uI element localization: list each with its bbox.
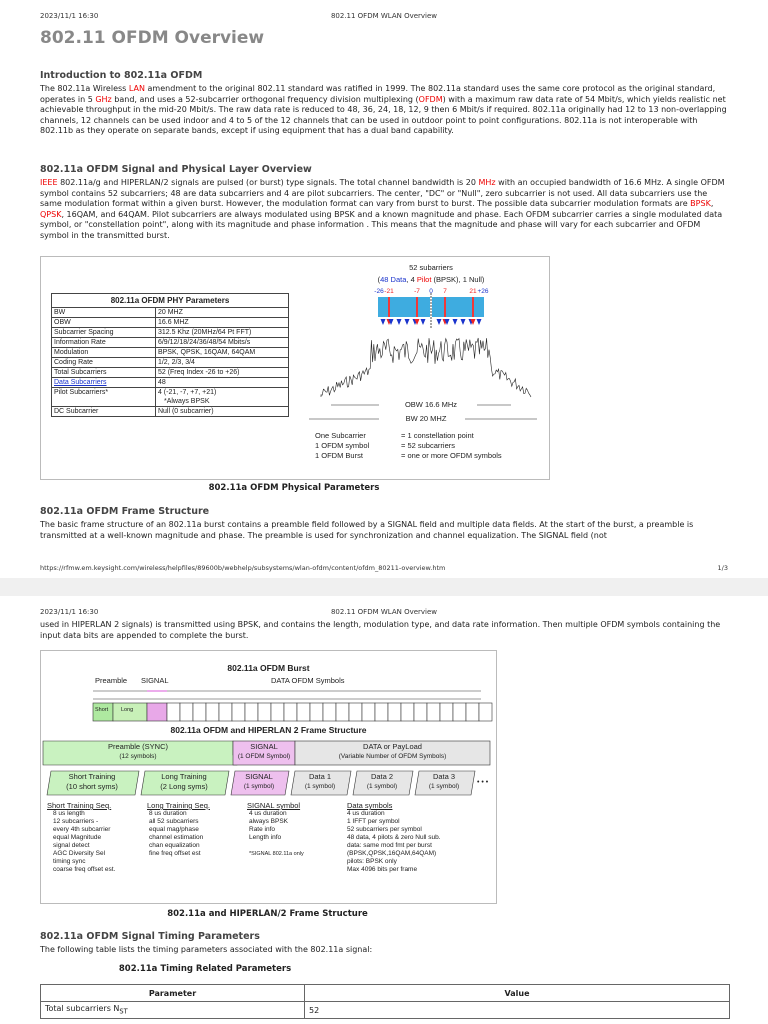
subcarrier-marker [461,319,466,325]
param-note: *Always BPSK [163,398,210,405]
short-training-desc [47,801,147,874]
text: band, and uses a 52-subcarrier orthogonal frequency division multiplexing ( [111,94,419,104]
data-subcarrier [432,297,434,317]
text: (BPSK), 1 Null) [431,275,485,284]
data-subcarrier [382,297,384,317]
print-date: 2023/11/1 16:30 [40,12,99,20]
param-value: 4 (-21, -7, +7, +21) *Always BPSK [155,388,288,407]
param-value: 20 MHZ [155,308,288,318]
subcarrier-marker [421,319,426,325]
bw-label: BW 20 MHZ [405,414,447,423]
data-ofdm-symbol [401,703,414,721]
table-row [52,368,289,378]
data-ofdm-symbol [375,703,388,721]
burst-title: 802.11a OFDM Burst [227,663,310,673]
list-item: signal detect [53,842,90,849]
list-item: data: same mod fmt per burst [347,842,432,849]
short-training [47,772,137,792]
data-subcarrier [398,297,400,317]
text: (Variable Number of OFDM Symbols) [338,753,447,760]
signal-paragraph [40,178,730,241]
data-subcarrier [384,297,386,317]
link-mhz[interactable]: MHz [478,178,496,187]
data-ofdm-symbol [167,703,180,721]
data-subcarrier [420,297,422,317]
page-title: 802.11 OFDM Overview [40,28,265,48]
data-subcarrier [460,297,462,317]
list-item: every 4th subcarrier [53,826,111,833]
legend-item [315,441,545,451]
list-item: pilots: BPSK only [347,858,397,865]
data-subcarrier [458,297,460,317]
timing-section [40,931,730,956]
spectrum-title: 52 subarriers [409,263,453,272]
data-count: 48 Data [380,275,407,284]
list-item: always BPSK [249,818,289,825]
list-item: Rate info [249,826,276,833]
long-training-desc [147,801,247,858]
print-title: 802.11 OFDM WLAN Overview [330,12,438,20]
footer-url: https://rfmw.em.keysight.com/wireless/helpfiles/89600b/webhelp/subsystems/wlan-ofdm/content/ofdm_80211-overview.htm [40,564,446,572]
list-item: equal Magnitude [53,834,102,841]
data-subcarrier [462,297,464,317]
data-subcarrier [386,297,388,317]
subcarrier-marker [477,319,482,325]
data-subcarrier [392,297,394,317]
data-ofdm-symbol [466,703,479,721]
legend-value: = 52 subcarriers [401,441,455,450]
param-name: Modulation [52,348,156,358]
data-subcarrier [410,297,412,317]
data-subcarrier [468,297,470,317]
list-item: 1 IFFT per symbol [347,818,400,825]
signal-label: SIGNAL [141,676,169,685]
text: SIGNAL [245,772,273,781]
d1-list [47,810,147,874]
table-row [52,388,289,407]
table-row [52,378,289,388]
table-row [52,318,289,328]
text: with an occupied bandwidth of 16.6 MHz. A single OFDM symbol contains 52 subcarriers; 48 are data subcarriers and 4 are pilot subcarriers. The center, "DC" or "Null", zero subcarrier is not used. All data subcarriers use the same modulation format within a given burst. However, the modulation format can vary from burst to burst. The possible data subcarrier modulation formats are [40,178,725,208]
data-subcarrier [476,297,478,317]
list-item: equal mag/phase [149,826,199,833]
data-subcarrier [436,297,438,317]
text: Total subcarriers N [45,1004,120,1014]
text: (1 symbol) [366,783,398,790]
frame-paragraph-1: The basic frame structure of an 802.11a burst contains a preamble field followed by a SIGNAL field and multiple data fields. At the start of the burst, a preamble is transmitted at a well-known magnitude and phase. The preamble is used for synchronization and channel equalization. The SIGNAL field (not [40,520,694,540]
pilot-subcarrier [472,297,474,317]
data-ofdm-symbol [453,703,466,721]
page-footer [40,564,728,572]
data-subcarrier [380,297,382,317]
phy-parameters-table [51,293,289,417]
preamble-sync [43,742,233,762]
desc-heading: Long Training Seq. [147,801,210,810]
subcarrier-index: 21 [469,288,477,295]
param-name: BW [52,308,156,318]
legend-value: = one or more OFDM symbols [401,451,502,460]
list-item: all 52 subcarriers [149,818,199,825]
table-row [52,338,289,348]
list-item: AGC Diversity Sel [53,850,106,857]
subcarrier-index: -26 [374,288,384,295]
param-value: Null (0 subcarrier) [155,407,288,417]
text: ( [377,275,381,284]
data-ofdm-symbol [297,703,310,721]
data-subcarrier [456,297,458,317]
preamble-label: Preamble [95,676,128,685]
print-title: 802.11 OFDM WLAN Overview [330,608,438,616]
signal-section [40,164,730,241]
pilot-subcarrier [388,297,390,317]
obw-label: OBW 16.6 MHz [404,400,458,409]
spectrum-trace [321,338,531,397]
data-ofdm-symbol [427,703,440,721]
intro-heading: Introduction to 802.11a OFDM [40,70,203,81]
signal-symbol-desc [247,801,347,858]
list-item: coarse freq offset est. [53,866,116,873]
short-label: Short [95,707,109,713]
link-ofdm[interactable]: OFDM [418,94,443,104]
data-ofdm-symbol [388,703,401,721]
subcarrier-index: 0 [429,288,433,295]
legend-value: = 1 constellation point [401,431,474,440]
text: , 4 [406,275,417,284]
legend-key: One Subcarrier [315,431,366,440]
timing-heading: 802.11a OFDM Signal Timing Parameters [40,931,260,942]
param-value: BPSK, QPSK, 16QAM, 64QAM [155,348,288,358]
param-name: Total Subcarriers [52,368,156,378]
fig2-caption: 802.11a and HIPERLAN/2 Frame Structure [167,909,368,919]
table-row [52,407,289,417]
pilot-subcarrier [444,297,446,317]
symbol-legend [315,431,545,461]
frame-continued [40,620,730,641]
desc-heading: SIGNAL symbol [247,801,301,810]
desc-heading: Short Training Seq. [47,801,112,810]
timing-table-title: 802.11a Timing Related Parameters [118,964,292,974]
text: Preamble (SYNC) [107,742,168,751]
text: (1 OFDM Symbol) [237,753,291,760]
list-item: 4 us duration [249,810,287,817]
data-subcarrier [464,297,466,317]
payload-field [295,742,490,762]
text: Long Training [161,772,207,781]
frame-paragraph-2: used in HIPERLAN 2 signals) is transmitted using BPSK, and contains the length, modulation type, and data rate information. Then multiple OFDM symbols containing the input data bits are appended to complete the burst. [40,620,721,640]
data-subcarrier [446,297,448,317]
data-symbols-desc [347,801,495,874]
text: , 16QAM, and 64QAM. Pilot subcarriers are always modulated using BPSK and a known magnitude and phase. Each OFDM subcarrier carries a single modulated data symbol, or "constellation point", along with its magnitude and phase information . This means that the magnitude and phase will vary for each subcarrier and OFDM symbol in the transmitted burst. [40,209,723,240]
text: (1 symbol) [243,783,275,790]
param-name: OBW [52,318,156,328]
long-label: Long [121,707,134,713]
desc-heading: Data symbols [347,801,393,810]
text: Data 2 [370,772,394,781]
link-ieee[interactable]: IEEE [40,178,58,187]
subcarrier-marker [381,319,386,325]
text: , [710,199,714,208]
list-item: channel estimation [149,834,204,841]
data-subcarrier [400,297,402,317]
data-subcarrier [478,297,480,317]
data-subcarrier [406,297,408,317]
frame-heading: 802.11a OFDM Frame Structure [40,506,210,517]
data-subcarrier [434,297,436,317]
param-value: 6/9/12/18/24/36/48/54 Mbits/s [155,338,288,348]
data-ofdm-symbol [180,703,193,721]
signal-block [147,703,167,721]
phy-table-title: 802.11a OFDM PHY Parameters [52,294,289,308]
list-item: 8 us length [53,810,85,817]
data-subcarrier [466,297,468,317]
text: Short Training [68,772,116,781]
table-row [52,358,289,368]
data-ofdm-symbol [414,703,427,721]
param-value: 312.5 Khz (20MHz/64 Pt FFT) [155,328,288,338]
data-2 [353,772,411,792]
data-ofdm-symbol [310,703,323,721]
param-name: Pilot Subcarriers* [52,388,156,407]
data-subcarrier [396,297,398,317]
d2-list [147,810,247,858]
data-subcarrier [428,297,430,317]
data-subcarrier [404,297,406,317]
param-name: Subcarrier Spacing [52,328,156,338]
text: amendment to the original 802.11 standard was ratified in 1999. The 802.11a standard uses the same core protocol as the original standard, operates in 5 [40,84,716,104]
long-training [141,772,227,792]
list-item: Length info [249,834,282,841]
subcarrier-marker [397,319,402,325]
phy-parameters-figure [40,256,550,480]
text: Data 3 [432,772,456,781]
data-subcarrier [414,297,416,317]
timing-table [40,984,730,1019]
list-item [249,842,347,850]
text: ) with a maximum raw data rate of 54 Mbit/s, which yields realistic net achievable throughput in the mid-20 Mbit/s. The raw data rate is reduced to 48, 36, 24, 18, 12, 9 then 6 Mbit/s if required. 802.11a originally had 12 to 13 non-overlapping channels, 12 channels can be used indoor and 4 to 5 of the 12 channels that can be used in outdoor point to point configurations. 802.11a is not interoperable with 802.11b as they operate on separate bands, except if using equipment that has a dual band capability. [40,94,727,135]
data-subcarrier [408,297,410,317]
list-item: *SIGNAL 802.11a only [249,851,304,857]
param-value: 16.6 MHZ [155,318,288,328]
data-subcarrier [390,297,392,317]
footer-page: 1/3 [717,564,728,572]
data-ofdm-symbol [323,703,336,721]
data-subcarrier [448,297,450,317]
data-subcarrier [426,297,428,317]
text: Data 1 [308,772,332,781]
d3-list [247,810,347,858]
data-ofdm-symbol [362,703,375,721]
list-item: (BPSK,QPSK,16QAM,64QAM) [347,850,437,857]
signal-heading: 802.11a OFDM Signal and Physical Layer Overview [40,164,312,175]
signal-symbol [231,772,287,792]
legend-item [315,451,545,461]
data-symbols-label: DATA OFDM Symbols [271,676,345,685]
more-symbols: • • • [477,779,489,786]
param-name: DC Subcarrier [52,407,156,417]
data-ofdm-symbol [258,703,271,721]
list-item: timing sync [53,858,86,865]
text: ST [119,1007,128,1016]
data-subcarrier [394,297,396,317]
list-item: 8 us duration [149,810,187,817]
text: (2 Long syms) [160,782,208,791]
text: The 802.11a Wireless [40,84,129,93]
data-subcarrier [452,297,454,317]
data-subcarrier [418,297,420,317]
data-ofdm-symbol [479,703,492,721]
data-subcarrier [482,297,484,317]
data-ofdm-symbol [193,703,206,721]
data-subcarrier [454,297,456,317]
page-2 [0,596,768,1024]
table-row [52,328,289,338]
data-ofdm-symbol [284,703,297,721]
frame-section [40,506,730,541]
table-header-row [41,985,730,1002]
link-ghz[interactable]: GHz [95,94,112,104]
subcarrier-marker [453,319,458,325]
legend-item [315,431,545,441]
data-subcarrier [480,297,482,317]
list-item: 4 us duration [347,810,385,817]
data-ofdm-symbol [206,703,219,721]
data-ofdm-symbol [440,703,453,721]
data-subcarrier [470,297,472,317]
data-subcarrier [424,297,426,317]
data-subcarrier [450,297,452,317]
text: (12 symbols) [119,753,157,760]
subcarrier-index: +26 [477,288,489,295]
link-bpsk[interactable]: BPSK [690,199,711,208]
pilot-subcarrier [416,297,418,317]
link-qpsk[interactable]: QPSK [40,209,62,219]
data-ofdm-symbol [245,703,258,721]
link-lan[interactable]: LAN [128,84,145,93]
frame-structure-figure [40,650,497,904]
structure-title: 802.11a OFDM and HIPERLAN 2 Frame Structure [170,725,367,735]
data-subcarrier [440,297,442,317]
data-ofdm-symbol [349,703,362,721]
subcarrier-spectrum [301,285,546,435]
data-ofdm-symbol [271,703,284,721]
timing-paragraph: The following table lists the timing parameters associated with the 802.11a signal: [40,945,373,954]
legend-key: 1 OFDM Burst [315,451,363,460]
subcarrier-index: 7 [443,288,447,295]
data-subcarrier [412,297,414,317]
subcarrier-index: -21 [384,288,394,295]
text: (1 symbol) [428,783,460,790]
col-parameter: Parameter [41,985,305,1002]
data-subcarrier [378,297,380,317]
subcarrier-index: -7 [414,288,420,295]
text: 802.11a/g and HIPERLAN/2 signals are pulsed (or burst) type signals. The total channel bandwidth is 20 [57,178,479,187]
param-name: Information Rate [52,338,156,348]
data-ofdm-symbol [219,703,232,721]
list-item: fine freq offset est [149,850,201,857]
param-name: Data Subcarriers [52,378,156,388]
list-item: 48 data, 4 pilots & zero Null sub. [347,834,441,841]
cell-parameter [41,1002,305,1019]
pilot-count: Pilot [416,275,432,284]
fig1-caption: 802.11a OFDM Physical Parameters [208,483,380,493]
param-name: Coding Rate [52,358,156,368]
data-subcarrier [438,297,440,317]
data-ofdm-symbol [232,703,245,721]
text: (10 short syms) [66,782,118,791]
param-value: 48 [155,378,288,388]
text: DATA or PayLoad [363,742,422,751]
table-row [52,348,289,358]
list-item: chan equalization [149,842,200,849]
subcarrier-marker [437,319,442,325]
cell-value: 52 [305,1002,730,1019]
data-ofdm-symbol [336,703,349,721]
data-subcarrier [442,297,444,317]
table-row [52,308,289,318]
col-value: Value [305,985,730,1002]
d4-list [347,810,495,874]
data-3 [415,772,473,792]
list-item: Max 4096 bits per frame [347,866,418,873]
print-date: 2023/11/1 16:30 [40,608,99,616]
param-value: 52 (Freq Index -26 to +26) [155,368,288,378]
text: SIGNAL [250,742,278,751]
signal-field [233,742,295,762]
data-1 [291,772,349,792]
list-item: 52 subcarriers per symbol [347,826,422,833]
subcarrier-marker [405,319,410,325]
spectrum-subtitle [316,275,546,284]
data-subcarrier [422,297,424,317]
list-item: 12 subcarriers - [53,818,99,825]
table-row [41,1002,730,1019]
data-subcarrier [474,297,476,317]
intro-section [40,70,730,137]
data-subcarrier [402,297,404,317]
intro-paragraph [40,84,730,137]
text: (1 symbol) [304,783,336,790]
legend-key: 1 OFDM symbol [315,441,370,450]
param-value: 1/2, 2/3, 3/4 [155,358,288,368]
